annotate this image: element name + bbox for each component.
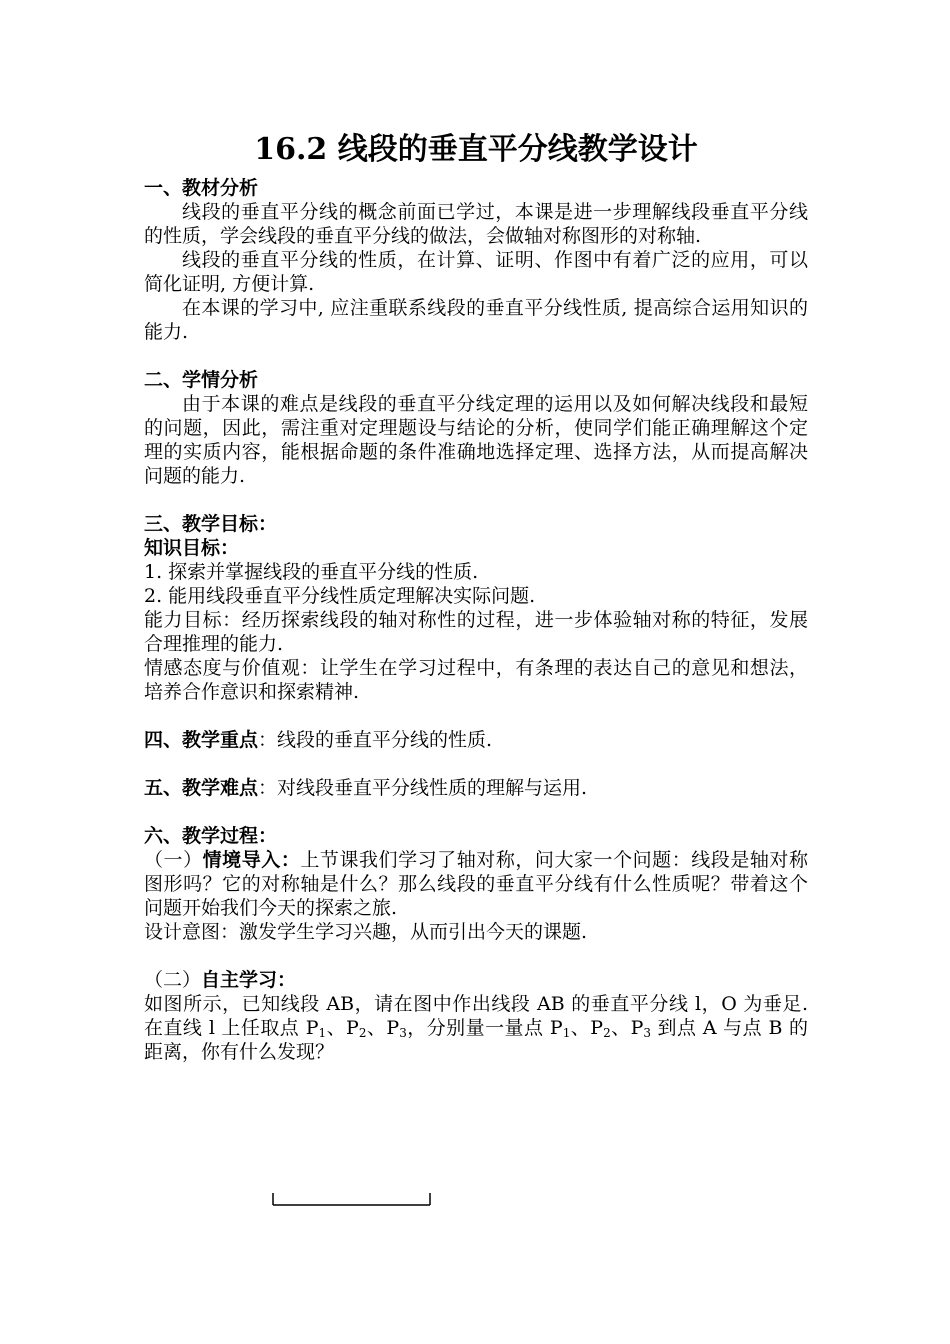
paragraph: 设计意图：激发学生学习兴趣，从而引出今天的课题. (144, 921, 588, 943)
paragraph: 由于本课的难点是线段的垂直平分线定理的运用以及如何解决线段和最短的问题，因此，需注重对定理题设与结论的分析，使同学们能正确理解这个定理的实质内容，能根据命题的条件准确地选择定理、选择方法，从而提高解决问题的能力. (144, 393, 808, 487)
paragraph: 在本课的学习中, 应注重联系线段的垂直平分线性质, 提高综合运用知识的能力. (144, 297, 808, 343)
section-heading-difficulty: 五、教学难点 (144, 777, 259, 799)
paragraph: 情感态度与价值观：让学生在学习过程中，有条理的表达自己的意见和想法，培养合作意识和探索精神. (144, 657, 808, 703)
document-title: 16.2 线段的垂直平分线教学设计 (254, 132, 698, 167)
paragraph: 如图所示，已知线段 AB，请在图中作出线段 AB 的垂直平分线 l，O 为垂足. 在直线 l 上任取点 $P_1$、$P_2$、$P_3$，分别量一量点 $P_1$、$P_2$、$P_3$ 到点 A 与点 B 的距离，你有什么发现？ (144, 993, 808, 1063)
subheading-knowledge: 知识目标： (144, 537, 240, 559)
paragraph: 线段的垂直平分线的概念前面已学过，本课是进一步理解线段垂直平分线的性质，学会线段的垂直平分线的做法，会做轴对称图形的对称轴. (144, 201, 808, 247)
segment-ab-figure (272, 1193, 432, 1207)
paragraph: 能力目标：经历探索线段的轴对称性的过程，进一步体验轴对称的特征，发展合理推理的能力. (144, 609, 808, 655)
paragraph: （一）情境导入：上节课我们学习了轴对称，问大家一个问题：线段是轴对称图形吗？它的对称轴是什么？那么线段的垂直平分线有什么性质呢？带着这个问题开始我们今天的探索之旅. (144, 849, 808, 919)
section-difficulty: 五、教学难点：对线段垂直平分线性质的理解与运用. (144, 777, 588, 799)
list-item: 1. 探索并掌握线段的垂直平分线的性质. (144, 561, 479, 583)
section-heading-key-point: 四、教学重点 (144, 729, 259, 751)
section-key-point: 四、教学重点：线段的垂直平分线的性质. (144, 729, 493, 751)
paragraph: 线段的垂直平分线的性质，在计算、证明、作图中有着广泛的应用，可以简化证明, 方便计算. (144, 249, 808, 295)
document-page (144, 128, 808, 1064)
section-heading-objectives: 三、教学目标： (144, 513, 278, 535)
section-heading-textbook: 一、教材分析 (144, 177, 259, 199)
paragraph: （二）自主学习： (144, 969, 297, 991)
section-heading-students: 二、学情分析 (144, 369, 259, 391)
section-heading-process: 六、教学过程： (144, 825, 278, 847)
list-item: 2. 能用线段垂直平分线性质定理解决实际问题. (144, 585, 536, 607)
